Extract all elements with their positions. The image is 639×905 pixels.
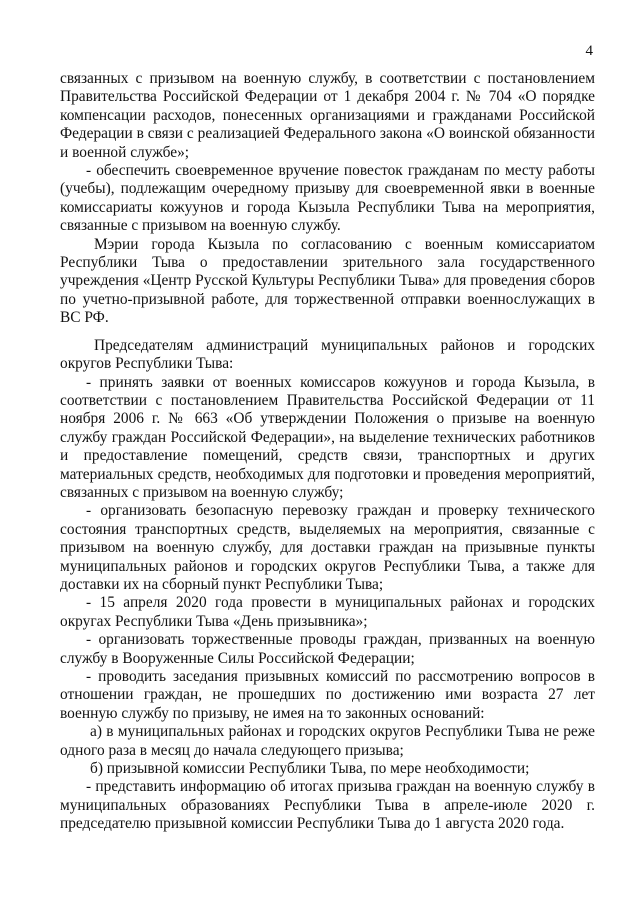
list-item-accept-requests: - принять заявки от военных комиссаров кожуунов и города Кызыла, в соответствии с постановлением Правительства Российской Федерации от 11 ноября 2006 г. № 663 «Об утверждении Положения о призыве на военную службу граждан Российской Федерации», на выделение технических работников и предоставление помещений, средств связи, транспортных и других материальных средств, необходимых для подготовки и проведения мероприятий, связанных с призывом на военную службу; <box>60 373 595 501</box>
list-item-report-results: - представить информацию об итогах призыва граждан на военную службу в муниципальных образованиях Республики Тыва в апреле-июле 2020 г. председателю призывной комиссии Республики Тыва до 1 августа 2020 года. <box>60 778 595 833</box>
document-body <box>60 70 595 834</box>
paragraph-summons-delivery: - обеспечить своевременное вручение повесток гражданам по месту работы (учебы), подлежащим очередному призыву для своевременной явки в военные комиссариаты кожуунов и города Кызыла Республики Тыва на мероприятия, связанные с призывом на военную службу. <box>60 162 595 235</box>
paragraph-compensation-decree: связанных с призывом на военную службу, в соответствии с постановлением Правительства Российской Федерации от 1 декабря 2004 г. № 704 «О порядке компенсации расходов, понесенных организациями и гражданами Российской Федерации в связи с реализацией Федерального закона «О воинской обязанности и военной службе»; <box>60 70 595 161</box>
list-item-conscript-day: - 15 апреля 2020 года провести в муниципальных районах и городских округах Республики Тыва «День призывника»; <box>60 594 595 630</box>
list-item-send-off: - организовать торжественные проводы граждан, призванных на военную службу в Вооруженные Силы Российской Федерации; <box>60 631 595 667</box>
paragraph-administration-heads: Председателям администраций муниципальных районов и городских округов Республики Тыва: <box>60 336 595 373</box>
list-item-municipal-frequency: а) в муниципальных районах и городских округов Республики Тыва не реже одного раза в месяц до начала следующего призыва; <box>60 723 595 759</box>
paragraph-kyzyl-mayoralty: Мэрии города Кызыла по согласованию с военным комиссариатом Республики Тыва о предоставлении зрительного зала государственного учреждения «Центр Русской Культуры Республики Тыва» для проведения сборов по учетно-призывной работе, для торжественной отправки военнослужащих в ВС РФ. <box>60 235 595 327</box>
list-item-transport: - организовать безопасную перевозку граждан и проверку технического состояния транспортных средств, выделяемых на мероприятия, связанные с призывом на военную службу, для доставки граждан на призывные пункты муниципальных районов и городских округов Республики Тыва, а также для доставки их на сборный пункт Республики Тыва; <box>60 502 595 593</box>
list-item-commission-meetings: - проводить заседания призывных комиссий по рассмотрению вопросов в отношении граждан, не прошедших по достижению ими возраста 27 лет военную службу по призыву, не имея на то законных оснований: <box>60 668 595 722</box>
list-item-republic-commission: б) призывной комиссии Республики Тыва, по мере необходимости; <box>90 760 530 778</box>
page-number: 4 <box>585 43 593 59</box>
